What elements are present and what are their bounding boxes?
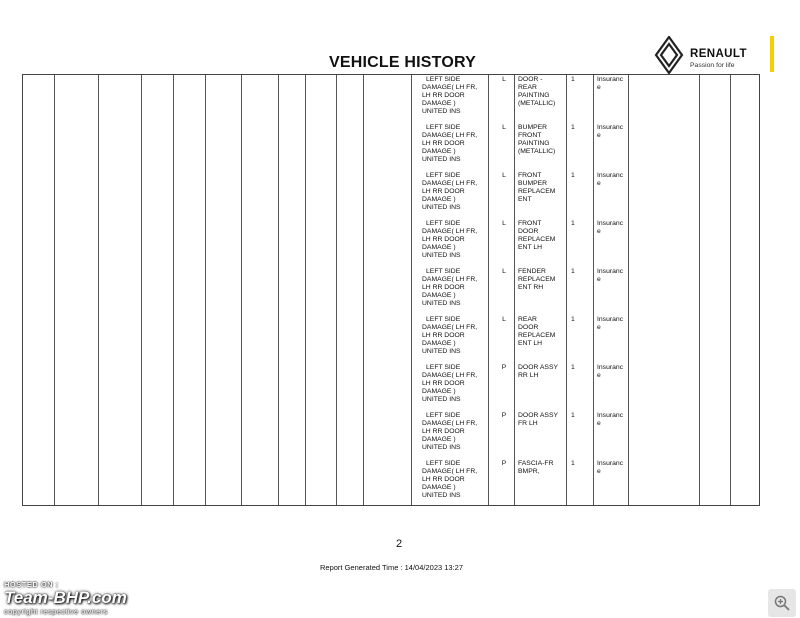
desc-line: UNITED INS — [422, 348, 461, 355]
payer-line: Insuranc — [597, 316, 624, 323]
part-line: FENDER — [518, 268, 546, 275]
part-line: BUMPER — [518, 124, 548, 131]
part-line: FRONT — [518, 132, 542, 139]
part-line: REAR — [518, 84, 537, 91]
damage-description — [422, 268, 486, 308]
desc-line: LEFT SIDE — [426, 412, 461, 419]
table-row — [23, 412, 759, 460]
part-line: PAINTING — [518, 140, 550, 147]
renault-logo — [652, 36, 777, 76]
part-line: DOOR — [518, 228, 539, 235]
desc-line: DAMAGE( LH FR, — [422, 324, 478, 331]
item-type: L — [502, 316, 506, 323]
damage-description — [422, 220, 486, 260]
desc-line: DAMAGE ) — [422, 436, 456, 443]
desc-line: DAMAGE( LH FR, — [422, 276, 478, 283]
part-line: RR LH — [518, 372, 539, 379]
part-description — [518, 316, 564, 348]
desc-line: DAMAGE( LH FR, — [422, 84, 478, 91]
payer — [597, 316, 627, 332]
desc-line: DAMAGE ) — [422, 340, 456, 347]
part-line: PAINTING — [518, 92, 550, 99]
renault-diamond-icon — [654, 36, 684, 74]
part-line: DOOR — [518, 324, 539, 331]
part-line: REPLACEM — [518, 276, 556, 283]
desc-line: DAMAGE ) — [422, 100, 456, 107]
part-description — [518, 268, 564, 292]
desc-line: UNITED INS — [422, 492, 461, 499]
damage-description — [422, 124, 486, 164]
payer — [597, 124, 627, 140]
part-line: FRONT — [518, 172, 542, 179]
payer-line: Insuranc — [597, 412, 624, 419]
desc-line: LEFT SIDE — [426, 220, 461, 227]
desc-line: DAMAGE ) — [422, 148, 456, 155]
item-type: P — [501, 412, 507, 419]
table-row — [23, 460, 759, 508]
damage-description — [422, 172, 486, 212]
table-row — [23, 220, 759, 268]
table-row — [23, 316, 759, 364]
desc-line: DAMAGE ) — [422, 388, 456, 395]
payer-line: e — [597, 468, 601, 475]
desc-line: DAMAGE( LH FR, — [422, 468, 478, 475]
brand-tagline: Passion for life — [690, 62, 735, 69]
payer-line: e — [597, 372, 601, 379]
damage-description — [422, 76, 486, 116]
item-type: L — [502, 220, 506, 227]
quantity: 1 — [571, 316, 575, 323]
quantity: 1 — [571, 172, 575, 179]
watermark-brand: Team-BHP.com — [4, 588, 127, 607]
part-line: FR LH — [518, 420, 538, 427]
payer — [597, 364, 627, 380]
brand-name: RENAULT — [690, 48, 747, 60]
part-line: REAR — [518, 316, 537, 323]
item-type: L — [502, 172, 506, 179]
desc-line: UNITED INS — [422, 396, 461, 403]
watermark-copyright: copyright respective owners — [4, 607, 108, 616]
part-line: REPLACEM — [518, 236, 556, 243]
desc-line: DAMAGE( LH FR, — [422, 420, 478, 427]
desc-line: DAMAGE( LH FR, — [422, 180, 478, 187]
desc-line: UNITED INS — [422, 108, 461, 115]
quantity: 1 — [571, 220, 575, 227]
desc-line: LEFT SIDE — [426, 460, 461, 467]
desc-line: LH RR DOOR — [422, 284, 465, 291]
part-line: ENT LH — [518, 340, 543, 347]
part-line: DOOR ASSY — [518, 412, 559, 419]
desc-line: DAMAGE ) — [422, 484, 456, 491]
damage-description — [422, 316, 486, 356]
damage-description — [422, 460, 486, 500]
part-line: DOOR - — [518, 76, 543, 83]
part-line: (METALLIC) — [518, 100, 556, 107]
desc-line: DAMAGE ) — [422, 196, 456, 203]
desc-line: LEFT SIDE — [426, 268, 461, 275]
payer-line: e — [597, 420, 601, 427]
payer — [597, 172, 627, 188]
desc-line: DAMAGE( LH FR, — [422, 132, 478, 139]
page-number: 2 — [396, 538, 403, 550]
desc-line: UNITED INS — [422, 252, 461, 259]
desc-line: UNITED INS — [422, 204, 461, 211]
payer-line: Insuranc — [597, 460, 624, 467]
zoom-in-button[interactable] — [768, 589, 796, 617]
payer-line: Insuranc — [597, 172, 624, 179]
desc-line: LEFT SIDE — [426, 364, 461, 371]
quantity: 1 — [571, 364, 575, 371]
payer-line: e — [597, 276, 601, 283]
part-line: ENT — [518, 196, 532, 203]
desc-line: LH RR DOOR — [422, 188, 465, 195]
payer — [597, 460, 627, 476]
part-line: (METALLIC) — [518, 148, 556, 155]
desc-line: DAMAGE ) — [422, 292, 456, 299]
part-line: ENT LH — [518, 244, 543, 251]
desc-line: LH RR DOOR — [422, 236, 465, 243]
quantity: 1 — [571, 268, 575, 275]
damage-description — [422, 364, 486, 404]
payer — [597, 268, 627, 284]
report-generated-time: Report Generated Time : 14/04/2023 13:27 — [320, 563, 464, 572]
part-line: ENT RH — [518, 284, 544, 291]
desc-line: LH RR DOOR — [422, 380, 465, 387]
payer-line: e — [597, 324, 601, 331]
table-row — [23, 124, 759, 172]
page-title: VEHICLE HISTORY — [329, 54, 477, 71]
payer-line: Insuranc — [597, 124, 624, 131]
payer — [597, 76, 627, 92]
item-type: L — [502, 268, 506, 275]
part-line: REPLACEM — [518, 332, 556, 339]
table-row — [23, 268, 759, 316]
brand-accent-bar — [770, 36, 774, 72]
payer-line: e — [597, 84, 601, 91]
desc-line: LEFT SIDE — [426, 124, 461, 131]
desc-line: DAMAGE( LH FR, — [422, 228, 478, 235]
part-description — [518, 460, 564, 476]
table-row — [23, 364, 759, 412]
payer-line: Insuranc — [597, 268, 624, 275]
part-line: FASCIA-FR — [518, 460, 554, 467]
desc-line: UNITED INS — [422, 156, 461, 163]
desc-line: UNITED INS — [422, 300, 461, 307]
part-description — [518, 76, 564, 108]
item-type: P — [501, 460, 507, 467]
item-type: L — [502, 76, 506, 83]
payer-line: e — [597, 132, 601, 139]
desc-line: DAMAGE( LH FR, — [422, 372, 478, 379]
desc-line: LEFT SIDE — [426, 76, 461, 83]
history-table — [22, 74, 760, 506]
item-type: P — [501, 364, 507, 371]
payer-line: Insuranc — [597, 220, 624, 227]
table-row — [23, 172, 759, 220]
part-line: DOOR ASSY — [518, 364, 559, 371]
part-description — [518, 220, 564, 252]
part-line: BMPR, — [518, 468, 540, 475]
payer-line: e — [597, 180, 601, 187]
quantity: 1 — [571, 460, 575, 467]
payer — [597, 412, 627, 428]
payer-line: e — [597, 228, 601, 235]
desc-line: LH RR DOOR — [422, 140, 465, 147]
part-description — [518, 124, 564, 156]
desc-line: LEFT SIDE — [426, 316, 461, 323]
desc-line: LH RR DOOR — [422, 476, 465, 483]
watermark-hosted-on: HOSTED ON : — [4, 580, 59, 589]
zoom-in-icon — [774, 595, 790, 611]
payer-line: Insuranc — [597, 364, 624, 371]
payer-line: Insuranc — [597, 76, 624, 83]
desc-line: LH RR DOOR — [422, 92, 465, 99]
part-line: FRONT — [518, 220, 542, 227]
item-type: L — [502, 124, 506, 131]
quantity: 1 — [571, 124, 575, 131]
part-description — [518, 364, 564, 380]
damage-description — [422, 412, 486, 452]
table-row — [23, 76, 759, 124]
payer — [597, 220, 627, 236]
desc-line: UNITED INS — [422, 444, 461, 451]
part-description — [518, 172, 564, 204]
desc-line: DAMAGE ) — [422, 244, 456, 251]
part-description — [518, 412, 564, 428]
part-line: REPLACEM — [518, 188, 556, 195]
desc-line: LH RR DOOR — [422, 428, 465, 435]
desc-line: LEFT SIDE — [426, 172, 461, 179]
quantity: 1 — [571, 76, 575, 83]
quantity: 1 — [571, 412, 575, 419]
part-line: BUMPER — [518, 180, 548, 187]
watermark — [4, 580, 127, 616]
desc-line: LH RR DOOR — [422, 332, 465, 339]
